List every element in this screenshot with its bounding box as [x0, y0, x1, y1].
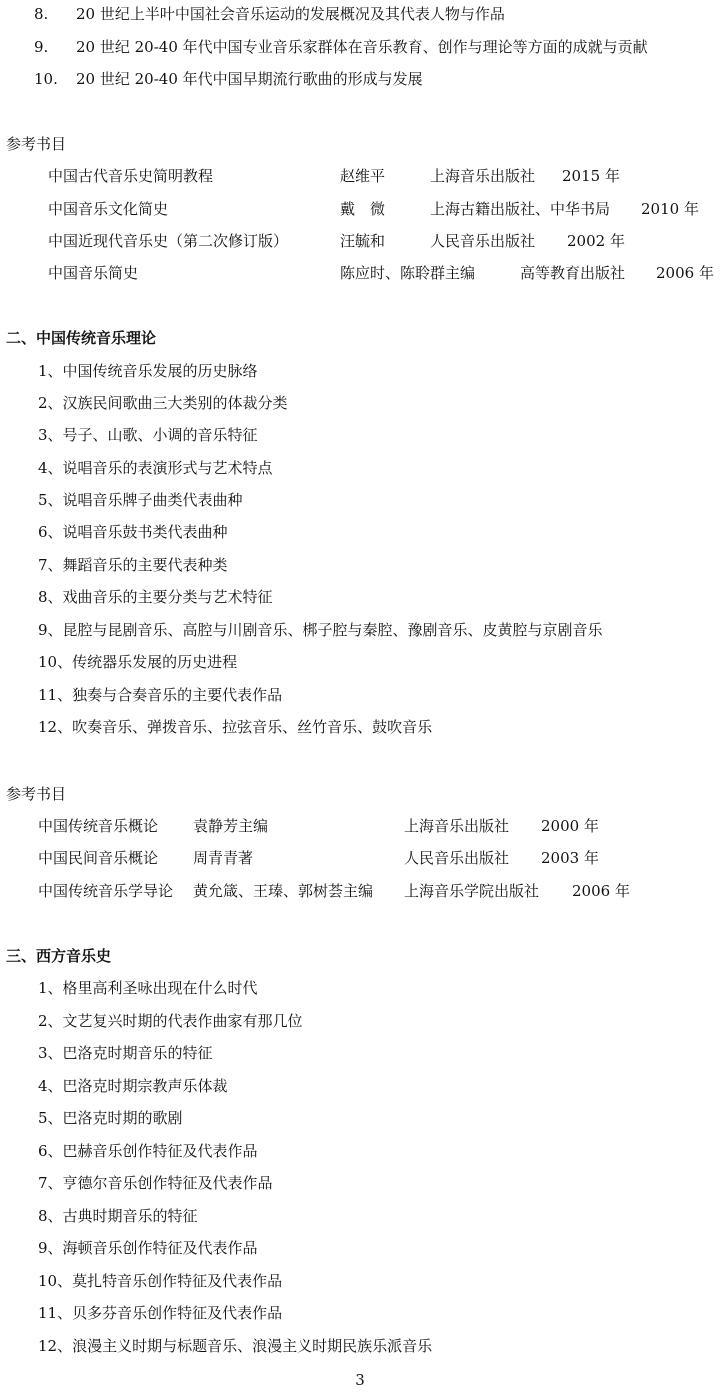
list-item: 7、舞蹈音乐的主要代表种类	[38, 556, 228, 574]
list-item: 6、说唱音乐鼓书类代表曲种	[38, 523, 228, 541]
list-item: 10、莫扎特音乐创作特征及代表作品	[38, 1272, 283, 1290]
ref-author: 袁静芳主编	[193, 817, 269, 835]
list-item: 20 世纪 20-40 年代中国专业音乐家群体在音乐教育、创作与理论等方面的成就与贡献	[76, 38, 648, 56]
ref-year: 2000 年	[541, 817, 599, 835]
ref-year: 2003 年	[541, 849, 599, 867]
ref-year: 2002 年	[567, 232, 625, 250]
list-item: 7、亨德尔音乐创作特征及代表作品	[38, 1174, 273, 1192]
section-title: 三、西方音乐史	[6, 947, 112, 965]
ref-publisher: 人民音乐出版社	[404, 849, 510, 867]
list-item: 12、吹奏音乐、弹拨音乐、拉弦音乐、丝竹音乐、鼓吹音乐	[38, 718, 433, 736]
list-item: 5、说唱音乐牌子曲类代表曲种	[38, 491, 243, 509]
list-item: 6、巴赫音乐创作特征及代表作品	[38, 1142, 258, 1160]
list-item: 1、格里高利圣咏出现在什么时代	[38, 979, 258, 997]
ref-title: 中国传统音乐学导论	[38, 882, 174, 900]
ref-title: 中国传统音乐概论	[38, 817, 159, 835]
list-item: 8、古典时期音乐的特征	[38, 1207, 198, 1225]
ref-title: 中国音乐简史	[48, 264, 139, 282]
ref-publisher: 上海音乐学院出版社	[404, 882, 540, 900]
ref-title: 中国近现代音乐史（第二次修订版）	[48, 232, 289, 250]
list-item: 1、中国传统音乐发展的历史脉络	[38, 362, 258, 380]
list-item: 2、文艺复兴时期的代表作曲家有那几位	[38, 1012, 303, 1030]
ref-publisher: 人民音乐出版社	[430, 232, 536, 250]
ref-publisher: 高等教育出版社	[520, 264, 626, 282]
list-number: 10.	[34, 70, 58, 88]
list-item: 9、海顿音乐创作特征及代表作品	[38, 1239, 258, 1257]
list-item: 2、汉族民间歌曲三大类别的体裁分类	[38, 394, 288, 412]
references-heading: 参考书目	[6, 785, 67, 803]
list-item: 8、戏曲音乐的主要分类与艺术特征	[38, 588, 273, 606]
list-item: 11、贝多芬音乐创作特征及代表作品	[38, 1304, 283, 1322]
list-item: 20 世纪 20-40 年代中国早期流行歌曲的形成与发展	[76, 70, 423, 88]
page-number: 3	[355, 1371, 365, 1389]
ref-author: 周青青著	[193, 849, 254, 867]
ref-author: 赵维平	[340, 167, 386, 185]
list-item: 4、说唱音乐的表演形式与艺术特点	[38, 459, 273, 477]
ref-author: 陈应时、陈聆群主编	[340, 264, 476, 282]
ref-title: 中国音乐文化简史	[48, 200, 169, 218]
ref-year: 2006 年	[656, 264, 714, 282]
list-number: 8.	[34, 5, 49, 23]
ref-publisher: 上海音乐出版社	[404, 817, 510, 835]
ref-title: 中国古代音乐史简明教程	[48, 167, 214, 185]
ref-year: 2015 年	[562, 167, 620, 185]
list-item: 10、传统器乐发展的历史进程	[38, 653, 238, 671]
list-number: 9.	[34, 38, 49, 56]
list-item: 11、独奏与合奏音乐的主要代表作品	[38, 686, 283, 704]
ref-author: 汪毓和	[340, 232, 386, 250]
list-item: 20 世纪上半叶中国社会音乐运动的发展概况及其代表人物与作品	[76, 5, 505, 23]
ref-author: 戴 微	[340, 200, 386, 218]
ref-year: 2006 年	[572, 882, 630, 900]
list-item: 5、巴洛克时期的歌剧	[38, 1109, 183, 1127]
list-item: 4、巴洛克时期宗教声乐体裁	[38, 1077, 228, 1095]
list-item: 12、浪漫主义时期与标题音乐、浪漫主义时期民族乐派音乐	[38, 1337, 433, 1355]
ref-publisher: 上海音乐出版社	[430, 167, 536, 185]
ref-year: 2010 年	[641, 200, 699, 218]
list-item: 3、号子、山歌、小调的音乐特征	[38, 426, 258, 444]
ref-publisher: 上海古籍出版社、中华书局	[430, 200, 611, 218]
list-item: 3、巴洛克时期音乐的特征	[38, 1044, 213, 1062]
references-heading: 参考书目	[6, 135, 67, 153]
ref-author: 黄允箴、王瑧、郭树荟主编	[193, 882, 374, 900]
section-title: 二、中国传统音乐理论	[6, 329, 157, 347]
list-item: 9、昆腔与昆剧音乐、高腔与川剧音乐、梆子腔与秦腔、豫剧音乐、皮黄腔与京剧音乐	[38, 621, 603, 639]
ref-title: 中国民间音乐概论	[38, 849, 159, 867]
